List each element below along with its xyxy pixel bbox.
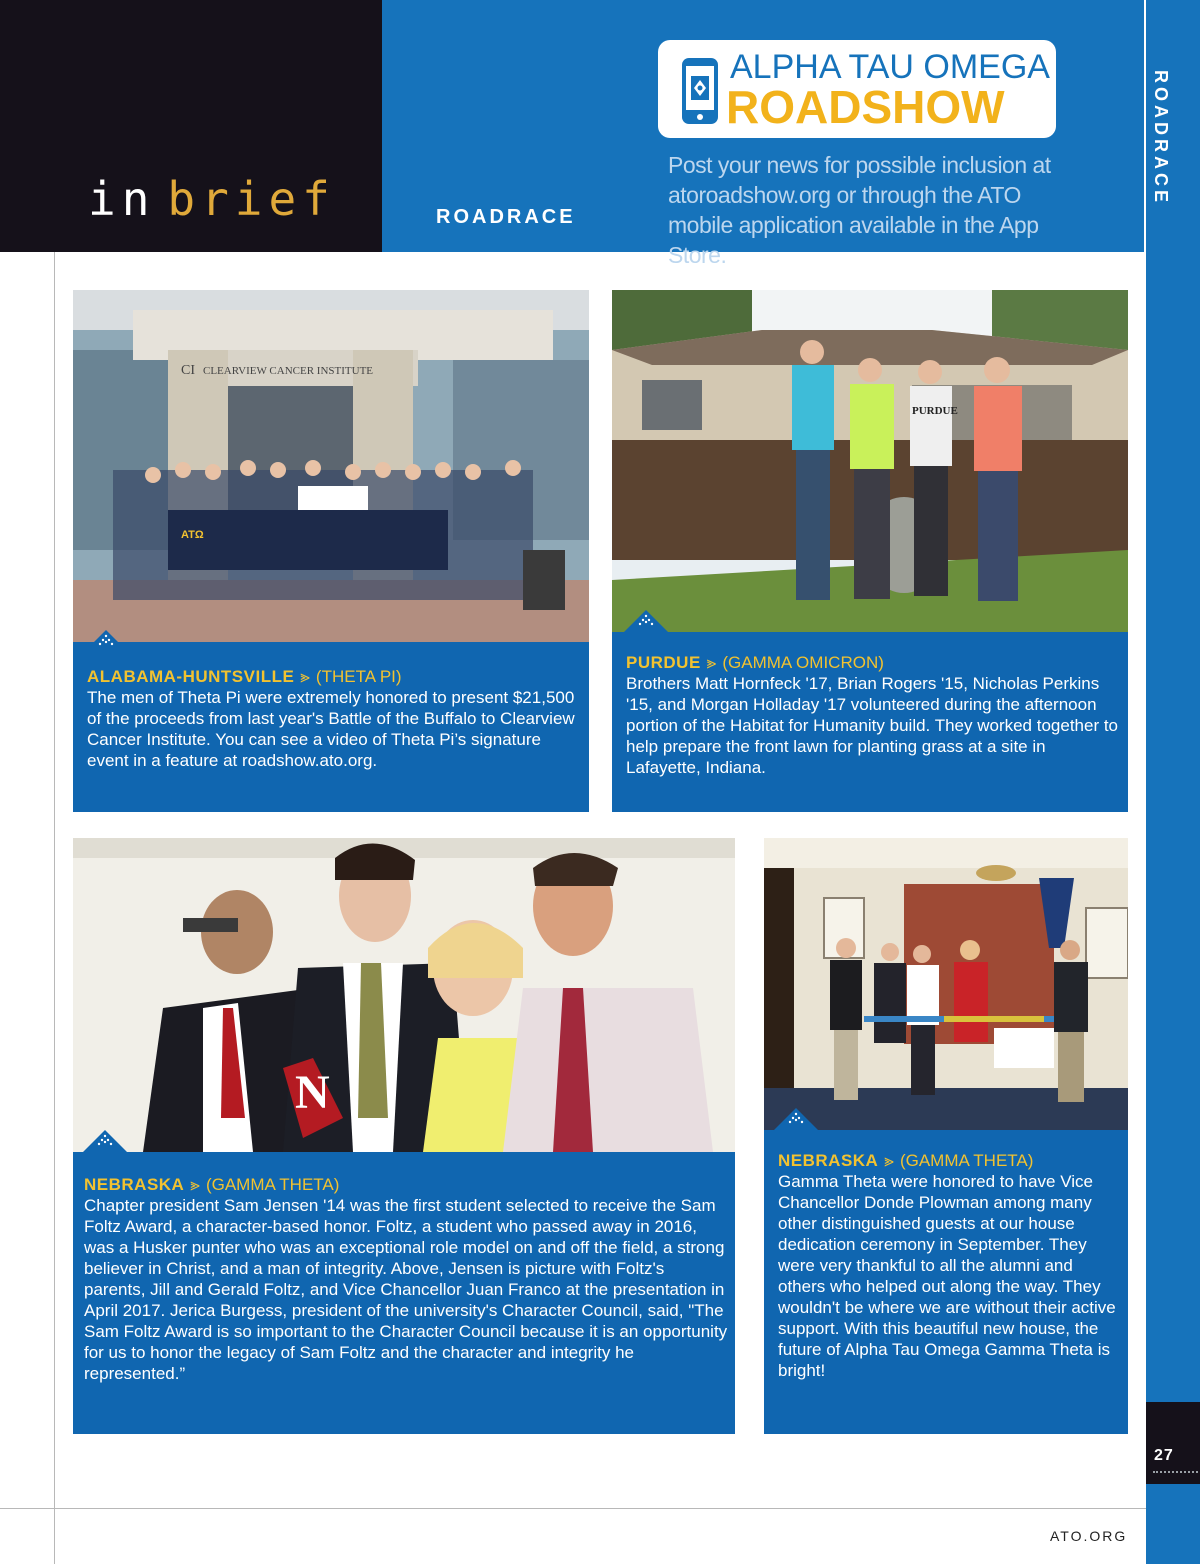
double-chevron-icon: ⪢ <box>190 1175 200 1194</box>
roadshow-title-line1: ALPHA TAU OMEGA <box>730 48 1050 86</box>
photo-purdue <box>612 290 1128 632</box>
caption-school: PURDUE <box>626 653 701 672</box>
double-chevron-icon: ⪢ <box>884 1151 894 1170</box>
phone-icon <box>680 56 720 126</box>
caption-school: NEBRASKA <box>778 1151 879 1170</box>
page-number: 27 <box>1154 1447 1174 1464</box>
caption-body: Gamma Theta were honored to have Vice Chancellor Donde Plowman among many other distinguished guests at our house dedication ceremony in September. They were very thankful to all the alumni and others who helped out along the way. They wouldn't be where we are without their active support. With this beautiful new house, the future of Alpha Tau Omega Gamma Theta is bright! <box>778 1172 1116 1380</box>
caption-school: ALABAMA-HUNTSVILLE <box>87 667 295 686</box>
card-marker-icon <box>83 1128 127 1152</box>
caption-chapter: (GAMMA THETA) <box>899 1151 1034 1170</box>
caption-body: The men of Theta Pi were extremely honored to present $21,500 of the proceeds from last year's Battle of the Buffalo to Clearview Cancer Institute. You can see a video of Theta Pi’s signature event in a feature at roadshow.ato.org. <box>87 688 575 770</box>
sidebar-section-label <box>1150 70 1170 210</box>
card-marker-icon <box>774 1106 818 1130</box>
roadshow-post-text: Post your news for possible inclusion at atoroadshow.org or through the ATO mobile application available in the App Store. <box>668 152 1051 268</box>
caption-chapter: (GAMMA OMICRON) <box>722 653 884 672</box>
caption-heading <box>84 1174 728 1195</box>
right-sidebar <box>1146 0 1200 1564</box>
bottom-rule <box>0 1508 1146 1509</box>
page-number-dots <box>1153 1471 1198 1473</box>
roadshow-title-line2: ROADSHOW <box>726 81 1005 133</box>
caption-nebraska-award <box>84 1174 728 1384</box>
caption-heading <box>87 666 579 687</box>
sidebar-label-text: ROADRACE <box>1151 70 1171 207</box>
caption-purdue <box>626 652 1122 778</box>
card-marker-icon <box>624 608 668 632</box>
caption-body: Chapter president Sam Jensen '14 was the first student selected to receive the Sam Foltz Award, a character-based honor. Foltz, a student who passed away in 2016, was a Husker punter who was an exceptional role model on and off the field, a strong believer in Christ, and a man of integrity. Above, Jensen is picture with Foltz's parents, Jill and Gerald Foltz, and Vice Chancellor Juan Franco at the presentation in April 2017. Jerica Burgess, president of the university's Character Council, said, "The Sam Foltz Award is so important to the Character Council because it is an opportunity for us to honor the legacy of Sam Foltz and the character and integrity he represented.” <box>84 1196 728 1383</box>
caption-heading <box>626 652 1122 673</box>
photo-nebraska-award <box>73 838 735 1152</box>
photo-alabama <box>73 290 589 642</box>
photo-nebraska-dedication <box>764 838 1128 1130</box>
photo-sign-text: CLEARVIEW CANCER INSTITUTE <box>203 365 374 377</box>
caption-heading <box>778 1150 1122 1171</box>
in-brief-title <box>88 172 336 226</box>
in-word: in <box>88 172 156 226</box>
caption-chapter: (THETA PI) <box>315 667 402 686</box>
caption-school: NEBRASKA <box>84 1175 185 1194</box>
section-label: ROADRACE <box>436 206 576 228</box>
photo-shirt-text: PURDUE <box>912 405 958 417</box>
left-margin-rule <box>54 252 55 1564</box>
caption-body: Brothers Matt Hornfeck '17, Brian Rogers '15, Nicholas Perkins '15, and Morgan Holladay '17 volunteered during the afternoon portion of the Habitat for Humanity build. They worked together to help prepare the front lawn for planting grass at a site in Lafayette, Indiana. <box>626 674 1119 777</box>
photo-sign-logo: CI <box>181 363 195 378</box>
card-marker-icon <box>84 628 128 652</box>
footer-site: ATO.ORG <box>1050 1528 1128 1544</box>
double-chevron-icon: ⪢ <box>300 667 310 686</box>
caption-alabama <box>87 666 579 771</box>
brief-word: brief <box>167 172 336 226</box>
double-chevron-icon: ⪢ <box>706 653 717 672</box>
caption-chapter: (GAMMA THETA) <box>205 1175 340 1194</box>
photo-shirt-text: ATΩ <box>181 529 204 541</box>
photo-trophy-letter: N <box>295 1066 330 1119</box>
caption-nebraska-dedication <box>778 1150 1122 1381</box>
